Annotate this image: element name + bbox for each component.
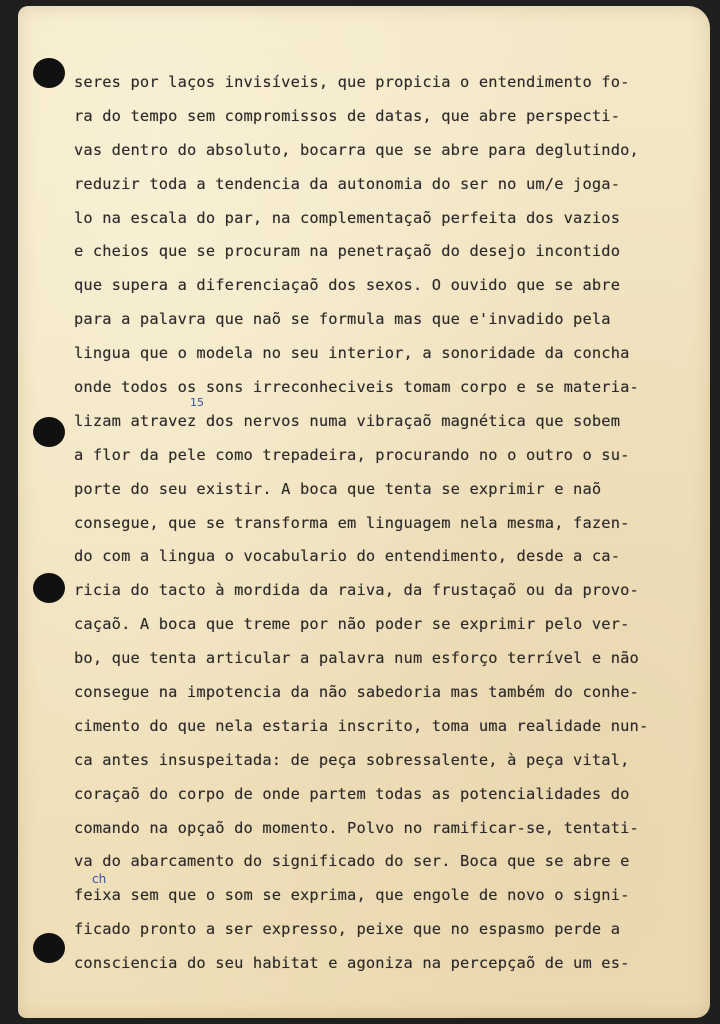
text-line-5: lo na escala do par, na complementaçaõ perfeita dos vazios xyxy=(74,208,621,227)
text-line-25: feixa sem que o som se exprima, que engole de novo o signi- xyxy=(74,886,630,905)
text-line-13: porte do seu existir. A boca que tenta se exprimir e naõ xyxy=(74,479,602,498)
text-line-9: lingua que o modela no seu interior, a sonoridade da concha xyxy=(74,344,630,363)
handwritten-correction-ch: ch xyxy=(92,872,107,886)
text-line-7: que supera a diferenciaçaõ dos sexos. O ouvido que se abre xyxy=(74,276,621,295)
punch-hole-1 xyxy=(33,58,65,88)
text-line-24: va do abarcamento do significado do ser. Boca que se abre e xyxy=(74,852,630,871)
text-line-3: vas dentro do absoluto, bocarra que se abre para deglutindo, xyxy=(74,140,639,159)
text-line-17: caçaõ. A boca que treme por não poder se exprimir pelo ver- xyxy=(74,615,630,634)
text-line-6: e cheios que se procuram na penetraçaõ do desejo incontido xyxy=(74,242,621,261)
text-line-21: ca antes insuspeitada: de peça sobressalente, à peça vital, xyxy=(74,750,630,769)
text-line-16: ricia do tacto à mordida da raiva, da frustaçaõ ou da provo- xyxy=(74,581,639,600)
handwritten-number-annotation: 15 xyxy=(190,396,204,409)
text-line-14: consegue, que se transforma em linguagem nela mesma, fazen- xyxy=(74,513,630,532)
text-line-4: reduzir toda a tendencia da autonomia do ser no um/e joga- xyxy=(74,174,621,193)
text-line-22: coraçaõ do corpo de onde partem todas as potencialidades do xyxy=(74,784,630,803)
text-line-23: comando na opçaõ do momento. Polvo no ramificar-se, tentati- xyxy=(74,818,639,837)
text-line-19: consegue na impotencia da não sabedoria mas também do conhe- xyxy=(74,683,639,702)
punch-hole-3 xyxy=(33,573,65,603)
text-line-11: lizam atravez dos nervos numa vibraçaõ magnética que sobem xyxy=(74,411,621,430)
text-line-8: para a palavra que naõ se formula mas que e'invadido pela xyxy=(74,310,611,329)
typed-text-body xyxy=(74,66,694,981)
text-line-1: seres por laços invisíveis, que propicia o entendimento fo- xyxy=(74,73,630,91)
text-line-12: a flor da pele como trepadeira, procurando no o outro o su- xyxy=(74,445,630,464)
text-line-2: ra do tempo sem compromissos de datas, que abre perspecti- xyxy=(74,106,621,125)
text-line-18: bo, que tenta articular a palavra num esforço terrível e não xyxy=(74,649,639,668)
text-line-26: ficado pronto a ser expresso, peixe que no espasmo perde a xyxy=(74,920,621,939)
text-line-10: onde todos os sons irreconheciveis tomam corpo e se materia- xyxy=(74,378,639,397)
text-line-20: cimento do que nela estaria inscrito, toma uma realidade nun- xyxy=(74,716,649,735)
punch-hole-2 xyxy=(33,417,65,447)
text-line-27: consciencia do seu habitat e agoniza na percepçaõ de um es- xyxy=(74,954,630,973)
text-line-15: do com a lingua o vocabulario do entendimento, desde a ca- xyxy=(74,547,621,566)
punch-hole-4 xyxy=(33,933,65,963)
